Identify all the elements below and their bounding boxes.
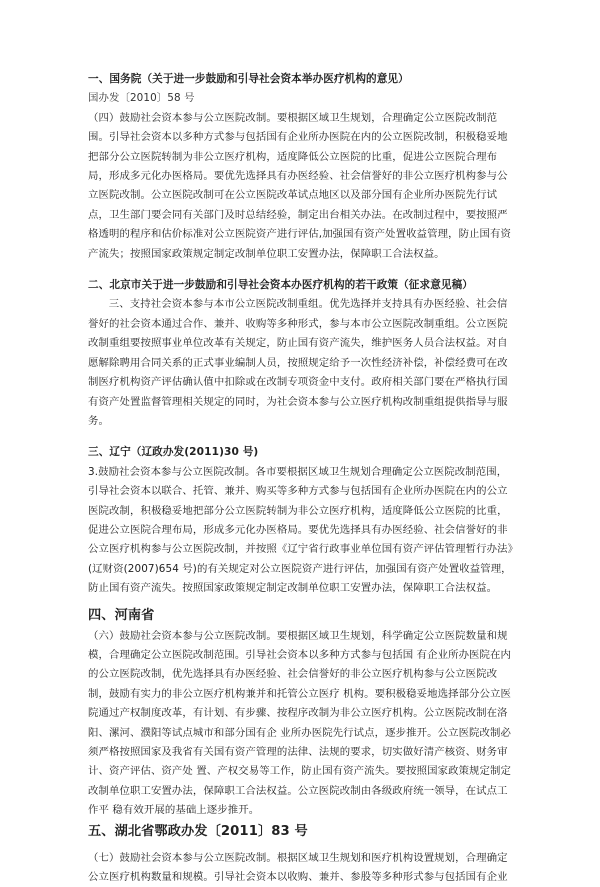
section-heading: 一、国务院（关于进一步鼓励和引导社会资本举办医疗机构的意见） xyxy=(88,73,409,85)
section-body: （七）鼓励社会资本参与公立医院改制。根据区域卫生规划和医疗机构设置规划，合理确定公立医疗机构数量和规模。引导社会资本以收购、兼并、参股等多种形式参与包括国有企业 xyxy=(88,851,508,884)
section-liaoning xyxy=(88,443,516,598)
section-heading: 四、河南省 xyxy=(88,607,155,623)
section-beijing xyxy=(88,276,516,431)
section-heading: 三、辽宁（辽政办发(2011)30 号) xyxy=(88,446,259,459)
section-hubei xyxy=(88,821,516,887)
document-content xyxy=(88,70,516,887)
section-subtitle: 国办发〔2010〕58 号 xyxy=(88,92,195,105)
section-state-council xyxy=(88,70,516,264)
section-body: 3.鼓励社会资本参与公立医院改制。各市要根据区域卫生规划合理确定公立医院改制范围，引导社会资本以联合、托管、兼并、购买等多种方式参与包括国有企业所办医院在内的公立医院改制，积极稳妥地把部分公立医院转制为非公立医疗机构，适度降低公立医院的比重，促进公立医院合理布局，形成多元化办医格局。要优先选择具有办医经验、社会信誉好的非公立医疗机构参与公立医院改制，并按照《辽宁省行政事业单位国有资产评估管理暂行办法》(辽财资(2007)654 号)的有关规定对公立医院资产进行评估，加强国有资产处置收益管理，防止国有资产流失。按照国家政策规定制定改制单位职工安置办法，保障职工合法权益。 xyxy=(88,465,513,595)
section-heading: 二、北京市关于进一步鼓励和引导社会资本办医疗机构的若干政策（征求意见稿） xyxy=(88,279,473,292)
section-body: 三、支持社会资本参与本市公立医院改制重组。优先选择并支持具有办医经验、社会信誉好的社会资本通过合作、兼并、收购等多种形式，参与本市公立医院改制重组。公立医院改制重组要按照事业单位改革有关规定，防止国有资产流失，维护医务人员合法权益。对自愿解除聘用合同关系的正式事业编制人员，按照规定给予一次性经济补偿，补偿经费可在改制医疗机构资产评估确认值中扣除或在改制专项资金中支付。政府相关部门要在严格执行国有资产处置监督管理相关规定的同时，为社会资本参与公立医疗机构改制重组提供指导与服务。 xyxy=(88,298,508,427)
section-henan xyxy=(88,605,516,821)
section-body: （六）鼓励社会资本参与公立医院改制。要根据区域卫生规划，科学确定公立医院数量和规模，合理确定公立医院改制范围。引导社会资本以多种方式参与包括国 有企业所办医院在内的公立医院改制，优先选择具有办医经验、社会信誉好的非公立医疗机构参与公立医院改制，鼓励有实力的非公立医疗机构兼并和托管公立医疗 机构。要积极稳妥地选择部分公立医院通过产权制度改革，有计划、有步骤、按程序改制为非公立医疗机构。公立医院改制在洛阳、漯河、濮阳等试点城市和部分国有企 业所办医院先行试点，逐步推开。公立医院改制必须严格按照国家及我省有关国有资产管理的法律、法规的要求，切实做好清产核资、财务审计、资产评估、资产处 置、产权交易等工作，防止国有资产流失。要按照国家政策规定制定改制单位职工安置办法，保障职工合法权益。公立医院改制由各级政府统一领导，在试点工作平 稳有效开展的基础上逐步推开。 xyxy=(88,629,512,817)
section-body: （四）鼓励社会资本参与公立医院改制。要根据区域卫生规划，合理确定公立医院改制范围。引导社会资本以多种方式参与包括国有企业所办医院在内的公立医院改制，积极稳妥地把部分公立医院转制为非公立医疗机构，适度降低公立医院的比重，促进公立医院合理布局，形成多元化办医格局。要优先选择具有办医经验、社会信誉好的非公立医疗机构参与公立医院改制。公立医院改制可在公立医院改革试点地区以及部分国有企业所办医院先行试点，卫生部门要会同有关部门及时总结经验，制定出台相关办法。在改制过程中，要按照严格透明的程序和估价标准对公立医院资产进行评估,加强国有资产处置收益管理，防止国有资产流失；按照国家政策规定制定改制单位职工安置办法，保障职工合法权益。 xyxy=(88,111,512,260)
section-heading: 五、湖北省鄂政办发〔2011〕83 号 xyxy=(88,823,308,839)
